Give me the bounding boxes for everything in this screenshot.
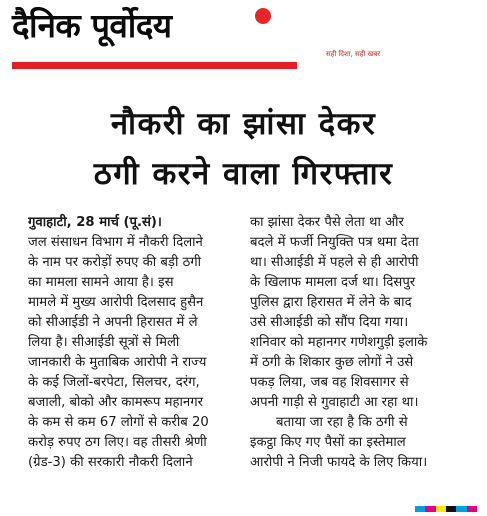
article-line: के नाम पर करोड़ों रुपए की बड़ी ठगी: [28, 255, 202, 270]
article-line: करोड़ रुपए ठग लिए। वह तीसरी श्रेणी: [28, 435, 207, 450]
article-line: इकट्ठा किए गए पैसों का इस्तेमाल: [250, 435, 406, 450]
masthead-red-bar: [12, 62, 297, 69]
article-line: था। सीआईडी में पहले से ही आरोपी: [250, 255, 419, 270]
registration-swatch: [456, 506, 466, 512]
article-line: बताया जा रहा है कि ठगी से: [276, 415, 408, 430]
newspaper-slogan: सही दिशा, सही खबर: [326, 50, 381, 58]
masthead: [0, 0, 487, 72]
registration-swatch: [436, 506, 446, 512]
article-line: उसे सीआईडी को सौंप दिया गया।: [250, 315, 409, 330]
article-line: का मामला सामने आया है। इस: [28, 275, 174, 290]
article-dateline: गुवाहाटी, 28 मार्च (पू.सं)।: [28, 215, 162, 230]
headline-line-1: नौकरी का झांसा देकर: [110, 106, 377, 142]
article-line: को सीआईडी ने अपनी हिरासत में ले: [28, 315, 198, 330]
newspaper-logo: दैनिक पूर्वोदय: [12, 6, 172, 45]
article-line: शनिवार को महानगर गणेशगुड़ी इलाके: [250, 335, 428, 350]
article-line: का झांसा देकर पैसे लेता था और: [250, 215, 404, 230]
registration-swatch: [467, 506, 477, 512]
article-column-left: [28, 213, 243, 473]
article-line: लिया है। सीआईडी सूत्रों से मिली: [28, 335, 180, 350]
article-line: के कम से कम 67 लोगों से करीब 20: [28, 415, 209, 430]
article-line: जल संसाधन विभाग में नौकरी दिलाने: [28, 235, 203, 250]
registration-swatch: [446, 506, 456, 512]
article-line: पकड़ लिया, जब वह शिवसागर से: [250, 375, 409, 390]
headline-line-2: ठगी करने वाला गिरफ्तार: [93, 156, 394, 192]
article-line: आरोपी ने निजी फायदे के लिए किया।: [250, 455, 428, 470]
article-line: अपनी गाड़ी से गुवाहाटी आ रहा था।: [250, 395, 419, 410]
article-line: बदले में फर्जी नियुक्ति पत्र थमा देता: [250, 235, 419, 250]
article-line: में ठगी के शिकार कुछ लोगों ने उसे: [250, 355, 414, 370]
sun-emblem-icon: [255, 8, 271, 24]
print-registration-strip: [415, 506, 477, 512]
article-line: मामले में मुख्य आरोपी दिलसाद हुसैन: [28, 295, 204, 310]
article-column-right: [250, 213, 482, 473]
registration-swatch: [415, 506, 425, 512]
article-line: के खिलाफ मामला दर्ज था। दिसपुर: [250, 275, 416, 290]
article-line: जानकारी के मुताबिक आरोपी ने राज्य: [28, 355, 207, 370]
article-line: (ग्रेड-3) की सरकारी नौकरी दिलाने: [28, 455, 193, 470]
article-line: पुलिस द्वारा हिरासत में लेने के बाद: [250, 295, 412, 310]
article-line: के कई जिलों-बरपेटा, सिलचर, दरंग,: [28, 375, 200, 390]
registration-swatch: [425, 506, 435, 512]
article-line: बजाली, बोको और कामरूप महानगर: [28, 395, 204, 410]
